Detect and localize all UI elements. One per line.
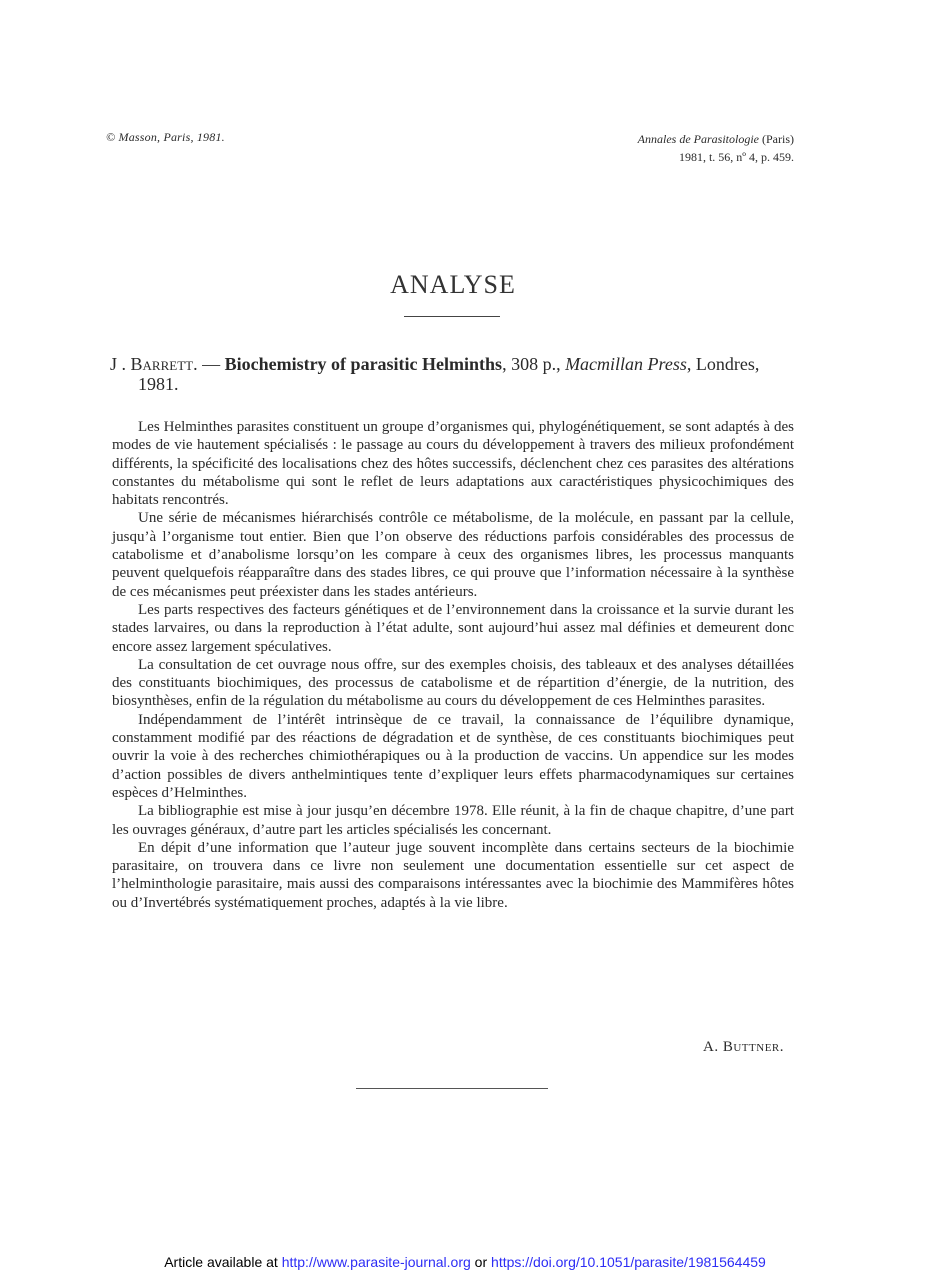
footer-middle: or xyxy=(470,1254,492,1270)
review-body xyxy=(112,418,794,912)
footer-prefix: Article available at xyxy=(164,1254,282,1270)
article-footer xyxy=(0,1254,930,1270)
copyright-notice: © Masson, Paris, 1981. xyxy=(106,130,225,144)
reviewer-signature xyxy=(703,1039,784,1056)
paragraph: Les parts respectives des facteurs génétiques et de l’environnement dans la croissance et la survie durant les stades larvaires, ou dans la reproduction à l’état adulte, sont aujourd’hui assez mal définies et demeurent donc encore assez largement spéculatives. xyxy=(112,601,794,655)
journal-place: (Paris) xyxy=(759,132,794,146)
doi-link[interactable]: https://doi.org/10.1051/parasite/1981564459 xyxy=(491,1254,766,1270)
paragraph: La consultation de cet ouvrage nous offre, sur des exemples choisis, des tableaux et des analyses détaillées des constituants biochimiques, des processus de catabolisme et de répartition d’énergie, de la nutrition, des biosynthèses, enfin de la régulation du métabolisme au cours du développement de ces Helminthes parasites. xyxy=(112,656,794,710)
book-reference xyxy=(110,354,794,394)
publisher: Macmillan Press xyxy=(565,354,687,374)
title-divider xyxy=(404,316,500,317)
journal-citation xyxy=(638,130,794,166)
paragraph: La bibliographie est mise à jour jusqu’en décembre 1978. Elle réunit, à la fin de chaque chapitre, d’une part les ouvrages généraux, d’autre part les articles spécialisés les concernant. xyxy=(112,803,794,838)
paragraph: Indépendamment de l’intérêt intrinsèque de ce travail, la connaissance de l’équilibre dynamique, constamment modifié par des réactions de dégradation et de synthèse, de ces constituants biochimiques peut ouvrir la voie à des recherches chimiothérapiques ou à la production de vaccins. Un appendice sur les modes d’action possibles de divers anthelmintiques tente d’expliquer leurs effets pharmacodynamiques sur certaines espèces d’Helminthes. xyxy=(112,711,794,801)
paragraph: En dépit d’une information que l’auteur juge souvent incomplète dans certains secteurs de la biochimie parasitaire, on trouvera dans ce livre non seulement une documentation essentielle sur cet aspect de l’helminthologie parasitaire, mais aussi des comparaisons intéressantes avec la biochimie des Mammifères hôtes ou d’Invertébrés systématiquement proches, adaptés à la vie libre. xyxy=(112,839,794,911)
paragraph: Les Helminthes parasites constituent un groupe d’organismes qui, phylogénétiquement, se sont adaptés à des modes de vie hautement spécialisés : le passage au cours du développement à travers des milieux profondément différents, la spécificité des localisations chez des hôtes successifs, déclenchent chez ces parasites des altérations constantes du métabolisme qui sont le reflet de leurs adaptations aux caractéristiques physicochimiques des habitats rencontrés. xyxy=(112,419,794,509)
author-initial: J . xyxy=(110,354,131,374)
journal-name: Annales de Parasitologie xyxy=(637,132,759,146)
book-title: Biochemistry of parasitic Helminths xyxy=(224,354,503,374)
journal-line xyxy=(638,130,794,148)
end-divider xyxy=(356,1088,548,1089)
reviewer-initial: A. xyxy=(703,1039,723,1055)
reference-dash: — xyxy=(197,354,225,374)
page-count: , 308 p., xyxy=(502,354,566,374)
author-name: Barrett. xyxy=(130,354,198,374)
paragraph: Une série de mécanismes hiérarchisés contrôle ce métabolisme, de la molécule, en passant par la cellule, jusqu’à l’organisme tout entier. Bien que l’on observe des réductions parfois considérables des processus de catabolisme et d’anabolisme lorsqu’on les compare à ceux des organismes libres, les processus manquants peuvent quelquefois réapparaître dans des stades libres, ce qui prouve que l’information nécessaire à la synthèse de ces mécanismes peut préexister dans les stades antérieurs. xyxy=(112,510,794,600)
place-year: , Londres, 1981. xyxy=(138,354,760,394)
journal-link[interactable]: http://www.parasite-journal.org xyxy=(281,1254,471,1270)
section-title: ANALYSE xyxy=(390,270,516,299)
reviewer-name: Buttner. xyxy=(722,1039,784,1055)
citation-details: 1981, t. 56, nº 4, p. 459. xyxy=(678,150,794,164)
